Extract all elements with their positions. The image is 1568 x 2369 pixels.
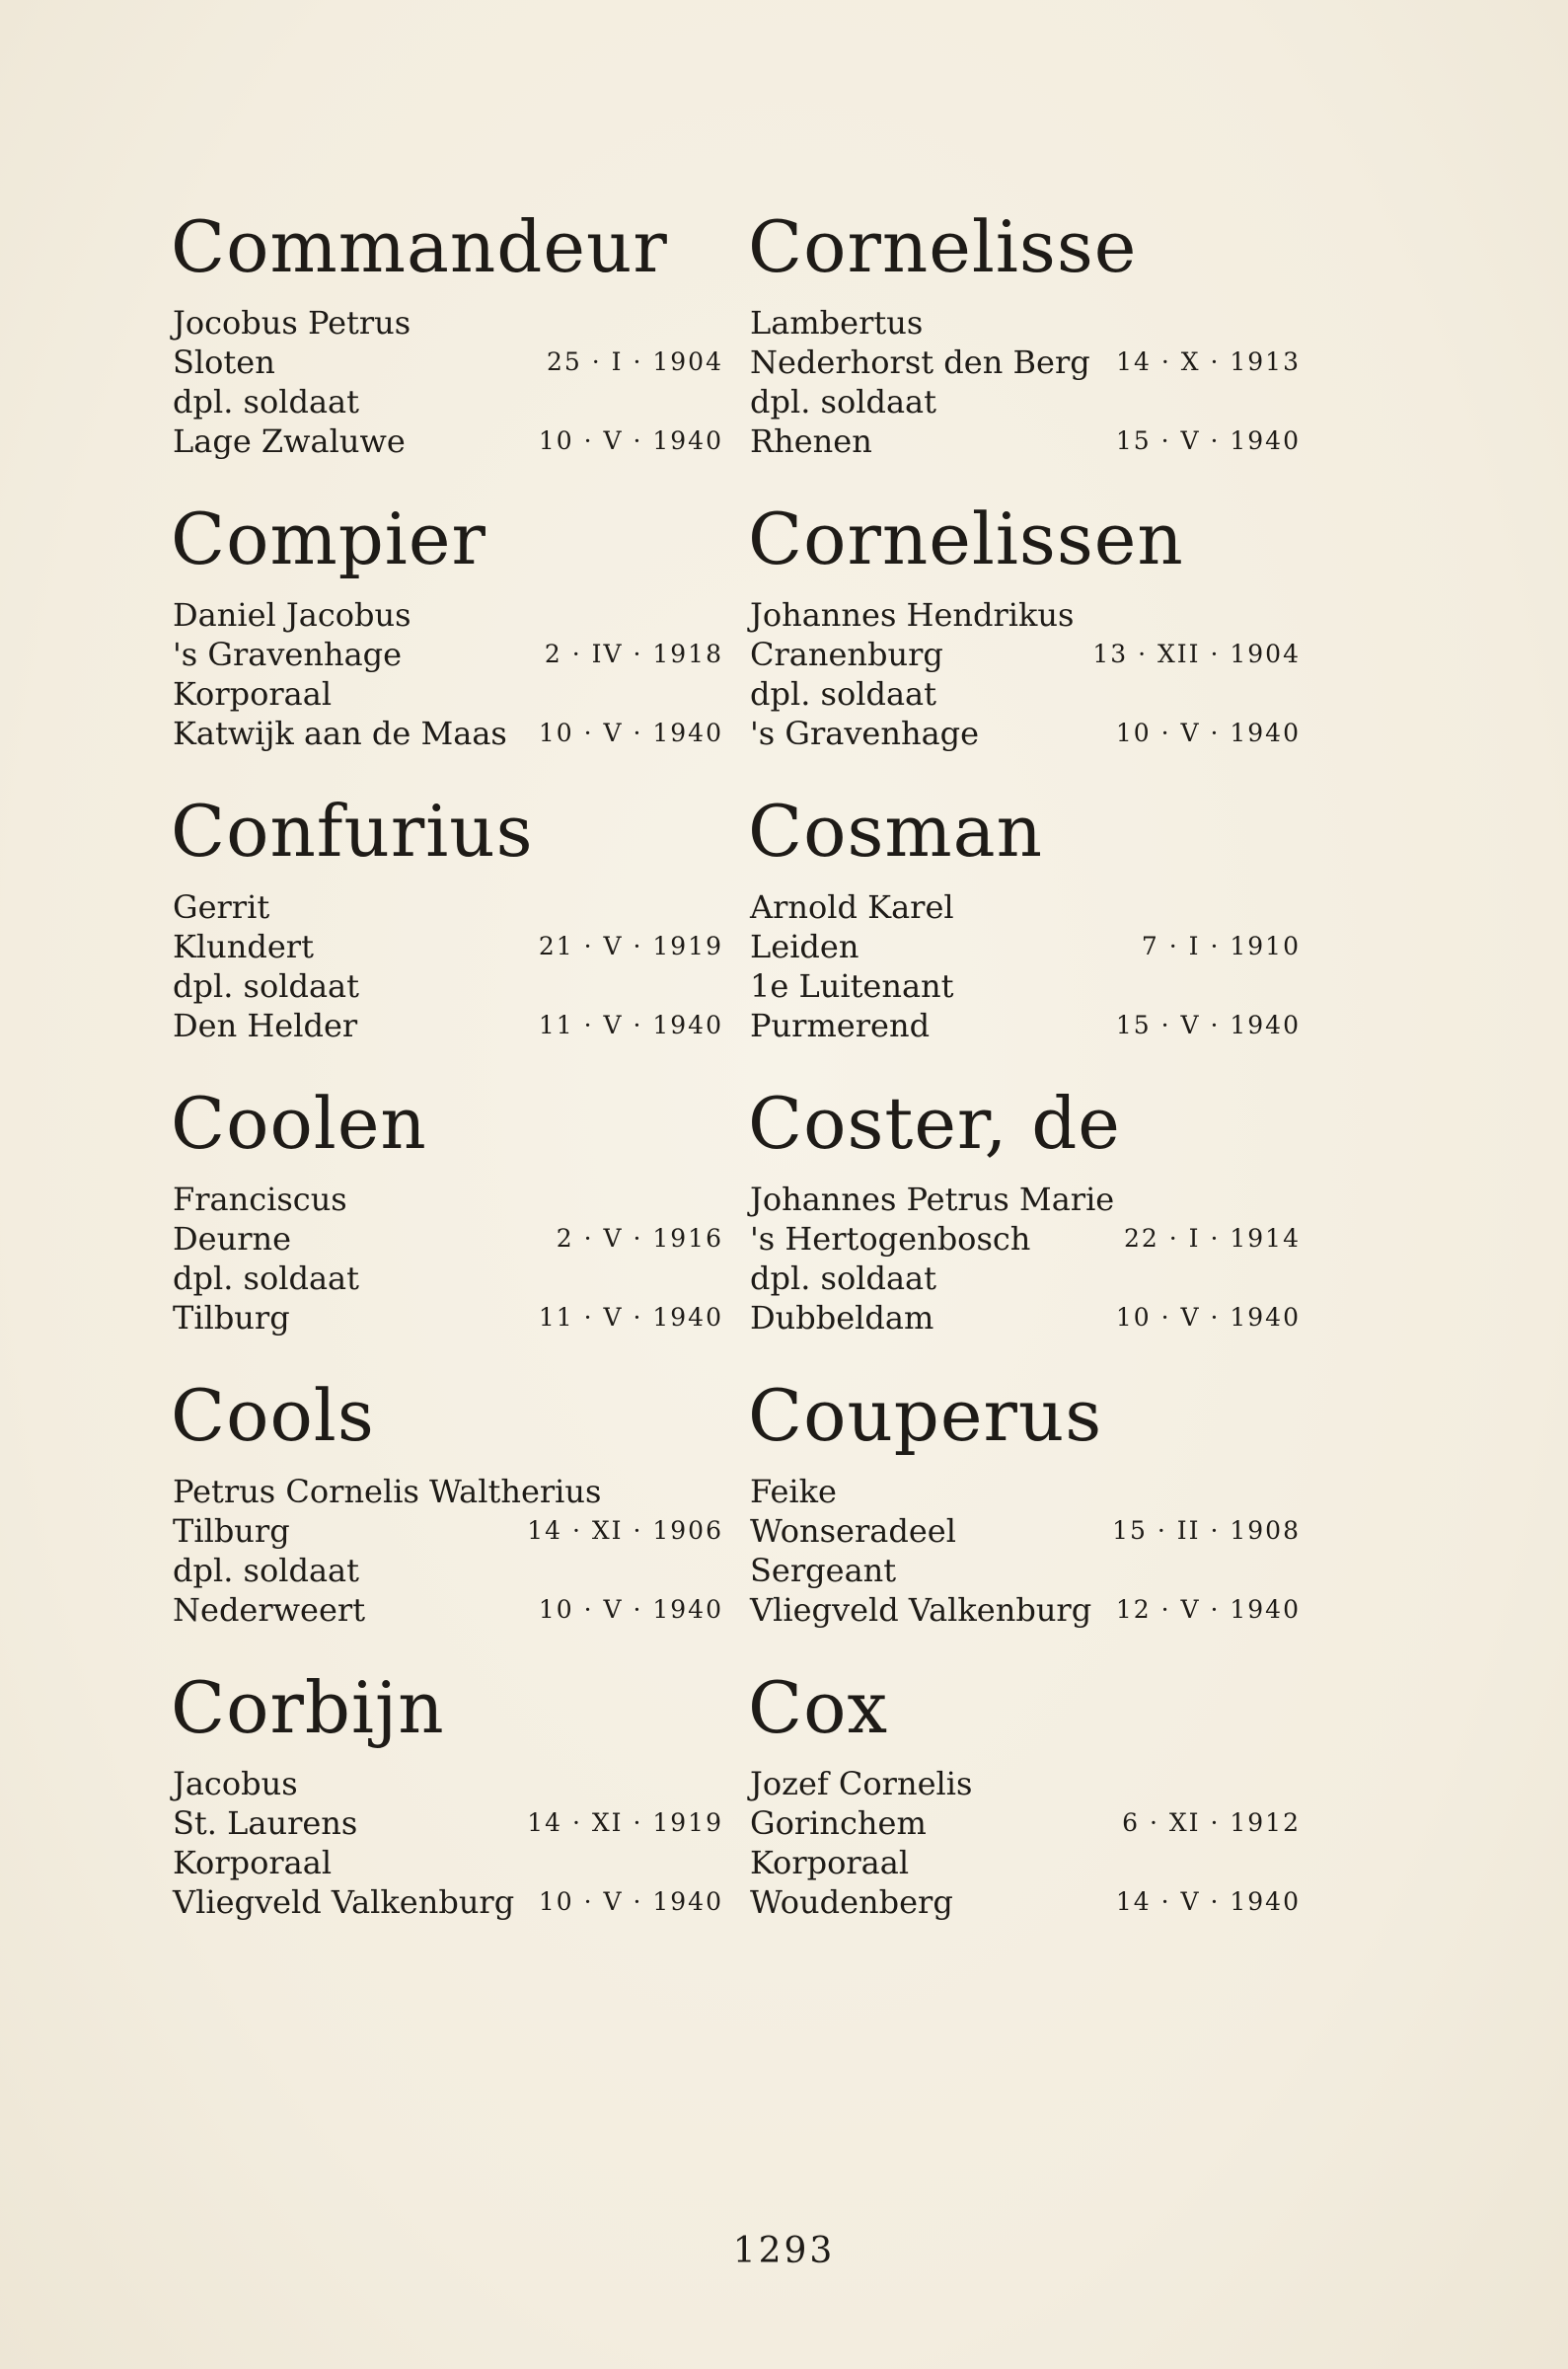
given-names-line bbox=[171, 1472, 723, 1511]
birthplace: Cranenburg bbox=[750, 636, 943, 673]
given-names: Gerrit bbox=[173, 888, 270, 926]
given-names-line bbox=[748, 595, 1301, 635]
birth-line bbox=[748, 343, 1301, 382]
birth-line bbox=[171, 1219, 723, 1259]
birthdate: 21 · V · 1919 bbox=[538, 932, 723, 960]
given-names: Jacobus bbox=[173, 1765, 298, 1802]
deathdate: 14 · V · 1940 bbox=[1115, 1887, 1301, 1916]
birth-line bbox=[171, 1511, 723, 1551]
rank-line bbox=[171, 1843, 723, 1882]
death-line bbox=[748, 1882, 1301, 1922]
given-names-line bbox=[748, 1472, 1301, 1511]
death-line bbox=[748, 1590, 1301, 1630]
rank-line bbox=[748, 674, 1301, 714]
rank: Korporaal bbox=[173, 675, 333, 713]
rank-line bbox=[748, 1843, 1301, 1882]
birth-line bbox=[748, 635, 1301, 674]
surname: Cornelisse bbox=[748, 205, 1138, 288]
name-entry bbox=[748, 787, 1301, 1079]
deathplace: 's Gravenhage bbox=[750, 715, 980, 752]
birth-line bbox=[171, 1803, 723, 1843]
birthdate: 14 · XI · 1906 bbox=[527, 1516, 723, 1545]
rank-line bbox=[748, 382, 1301, 421]
surname: Commandeur bbox=[171, 205, 668, 288]
given-names: Johannes Petrus Marie bbox=[750, 1181, 1115, 1218]
surname: Cools bbox=[171, 1374, 375, 1457]
birthplace: Tilburg bbox=[173, 1512, 290, 1550]
death-line bbox=[171, 1298, 723, 1337]
rank: dpl. soldaat bbox=[173, 1260, 359, 1297]
birthdate: 7 · I · 1910 bbox=[1141, 932, 1301, 960]
rank-line bbox=[171, 1259, 723, 1298]
rank: Korporaal bbox=[173, 1844, 333, 1881]
deathdate: 11 · V · 1940 bbox=[538, 1011, 723, 1039]
birthdate: 14 · X · 1913 bbox=[1116, 347, 1301, 376]
death-line bbox=[171, 714, 723, 753]
rank: dpl. soldaat bbox=[173, 967, 359, 1005]
death-line bbox=[748, 1298, 1301, 1337]
name-entry bbox=[171, 1663, 723, 1955]
surname: Cornelissen bbox=[748, 497, 1184, 580]
rank-line bbox=[748, 1551, 1301, 1590]
name-entry bbox=[171, 1371, 723, 1663]
given-names: Feike bbox=[750, 1473, 837, 1510]
given-names: Daniel Jacobus bbox=[173, 596, 411, 634]
rank-line bbox=[171, 674, 723, 714]
birthdate: 25 · I · 1904 bbox=[547, 347, 723, 376]
surname: Coster, de bbox=[748, 1082, 1121, 1165]
rank: dpl. soldaat bbox=[750, 1260, 936, 1297]
deathdate: 10 · V · 1940 bbox=[538, 1887, 723, 1916]
deathplace: Katwijk aan de Maas bbox=[173, 715, 507, 752]
rank: Sergeant bbox=[750, 1552, 897, 1589]
name-entry bbox=[171, 1079, 723, 1371]
given-names: Jozef Cornelis bbox=[750, 1765, 973, 1802]
deathdate: 10 · V · 1940 bbox=[538, 1595, 723, 1624]
surname: Compier bbox=[171, 497, 486, 580]
surname: Couperus bbox=[748, 1374, 1103, 1457]
deathdate: 12 · V · 1940 bbox=[1115, 1595, 1301, 1624]
deathdate: 10 · V · 1940 bbox=[1115, 719, 1301, 747]
death-line bbox=[171, 1882, 723, 1922]
birth-line bbox=[171, 927, 723, 966]
rank: dpl. soldaat bbox=[750, 675, 936, 713]
birthplace: Leiden bbox=[750, 928, 859, 965]
given-names: Lambertus bbox=[750, 304, 924, 342]
birthplace: Deurne bbox=[173, 1220, 292, 1258]
birthplace: Gorinchem bbox=[750, 1804, 927, 1842]
surname: Confurius bbox=[171, 790, 534, 873]
rank: dpl. soldaat bbox=[173, 1552, 359, 1589]
given-names: Johannes Hendrikus bbox=[750, 596, 1075, 634]
deathdate: 15 · V · 1940 bbox=[1115, 426, 1301, 455]
rank-line bbox=[748, 1259, 1301, 1298]
given-names: Arnold Karel bbox=[750, 888, 954, 926]
name-entry bbox=[171, 787, 723, 1079]
rank: 1e Luitenant bbox=[750, 967, 954, 1005]
birthplace: Nederhorst den Berg bbox=[750, 344, 1090, 381]
birthplace: 's Hertogenbosch bbox=[750, 1220, 1031, 1258]
birthdate: 22 · I · 1914 bbox=[1124, 1224, 1301, 1253]
given-names-line bbox=[171, 1764, 723, 1803]
birth-line bbox=[748, 927, 1301, 966]
birth-line bbox=[748, 1511, 1301, 1551]
surname: Coolen bbox=[171, 1082, 427, 1165]
death-line bbox=[171, 1590, 723, 1630]
given-names-line bbox=[748, 303, 1301, 343]
deathplace: Dubbeldam bbox=[750, 1299, 934, 1337]
deathplace: Rhenen bbox=[750, 422, 872, 460]
death-line bbox=[748, 714, 1301, 753]
given-names-line bbox=[171, 303, 723, 343]
deathdate: 10 · V · 1940 bbox=[1115, 1303, 1301, 1332]
name-entry bbox=[748, 1663, 1301, 1955]
deathdate: 10 · V · 1940 bbox=[538, 719, 723, 747]
given-names-line bbox=[171, 1180, 723, 1219]
name-entry bbox=[748, 1371, 1301, 1663]
right-column bbox=[748, 202, 1301, 1955]
name-entry bbox=[171, 495, 723, 787]
deathplace: Purmerend bbox=[750, 1007, 931, 1044]
given-names-line bbox=[171, 887, 723, 927]
rank-line bbox=[171, 382, 723, 421]
birth-line bbox=[748, 1803, 1301, 1843]
deathdate: 10 · V · 1940 bbox=[538, 426, 723, 455]
birthdate: 15 · II · 1908 bbox=[1112, 1516, 1301, 1545]
given-names: Petrus Cornelis Waltherius bbox=[173, 1473, 602, 1510]
birth-line bbox=[171, 635, 723, 674]
birthplace: 's Gravenhage bbox=[173, 636, 403, 673]
birthdate: 2 · IV · 1918 bbox=[544, 640, 723, 668]
death-line bbox=[748, 1006, 1301, 1045]
birth-line bbox=[171, 343, 723, 382]
rank-line bbox=[171, 966, 723, 1006]
deathplace: Woudenberg bbox=[750, 1883, 953, 1921]
surname: Cox bbox=[748, 1666, 889, 1749]
name-entry bbox=[748, 202, 1301, 495]
rank: dpl. soldaat bbox=[173, 383, 359, 420]
deathplace: Tilburg bbox=[173, 1299, 290, 1337]
surname: Cosman bbox=[748, 790, 1043, 873]
deathplace: Nederweert bbox=[173, 1591, 366, 1629]
deathplace: Vliegveld Valkenburg bbox=[750, 1591, 1092, 1629]
birthplace: Wonseradeel bbox=[750, 1512, 956, 1550]
name-entry bbox=[748, 495, 1301, 787]
given-names: Franciscus bbox=[173, 1181, 347, 1218]
deathdate: 15 · V · 1940 bbox=[1115, 1011, 1301, 1039]
deathplace: Lage Zwaluwe bbox=[173, 422, 406, 460]
birthdate: 2 · V · 1916 bbox=[556, 1224, 723, 1253]
birthdate: 6 · XI · 1912 bbox=[1122, 1808, 1301, 1837]
given-names-line bbox=[748, 1180, 1301, 1219]
rank-line bbox=[171, 1551, 723, 1590]
given-names-line bbox=[748, 887, 1301, 927]
given-names-line bbox=[171, 595, 723, 635]
deathplace: Den Helder bbox=[173, 1007, 358, 1044]
birth-line bbox=[748, 1219, 1301, 1259]
birthplace: Klundert bbox=[173, 928, 314, 965]
deathplace: Vliegveld Valkenburg bbox=[173, 1883, 515, 1921]
surname: Corbijn bbox=[171, 1666, 445, 1749]
birthplace: Sloten bbox=[173, 344, 275, 381]
death-line bbox=[171, 421, 723, 461]
page-number: 1293 bbox=[732, 2231, 836, 2271]
birthplace: St. Laurens bbox=[173, 1804, 358, 1842]
deathdate: 11 · V · 1940 bbox=[538, 1303, 723, 1332]
birthdate: 14 · XI · 1919 bbox=[527, 1808, 723, 1837]
rank-line bbox=[748, 966, 1301, 1006]
left-column bbox=[171, 202, 723, 1955]
name-entry bbox=[748, 1079, 1301, 1371]
name-entry bbox=[171, 202, 723, 495]
birthdate: 13 · XII · 1904 bbox=[1092, 640, 1301, 668]
given-names: Jocobus Petrus bbox=[173, 304, 411, 342]
death-line bbox=[748, 421, 1301, 461]
given-names-line bbox=[748, 1764, 1301, 1803]
rank: dpl. soldaat bbox=[750, 383, 936, 420]
death-line bbox=[171, 1006, 723, 1045]
rank: Korporaal bbox=[750, 1844, 910, 1881]
